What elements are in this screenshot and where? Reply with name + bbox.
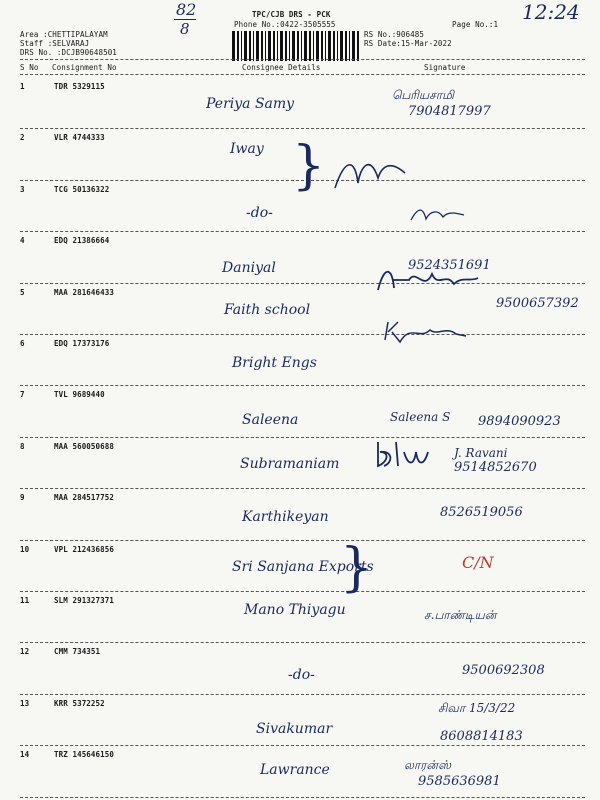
row-consignee-handwritten: Subramaniam <box>240 455 340 472</box>
row-phone-handwritten: 7904817997 <box>408 104 491 119</box>
row-sno: 1 <box>20 82 25 91</box>
row-consignee-handwritten: Iway <box>230 141 264 158</box>
staff-field: Staff :SELVARAJ <box>20 39 90 48</box>
row-phone-handwritten: 9500657392 <box>496 295 579 311</box>
row-consignee-handwritten: Daniyal <box>222 260 276 277</box>
table-row <box>0 643 600 694</box>
barcode-bar <box>304 31 307 61</box>
column-header-sno: S No <box>20 63 39 72</box>
barcode-bar <box>349 31 350 61</box>
column-header-signature: Signature <box>424 63 466 72</box>
table-row <box>0 592 600 643</box>
barcode-bar <box>280 31 283 61</box>
barcode-bar <box>340 31 343 61</box>
barcode-bar <box>289 31 290 61</box>
report-title: TPC/CJB DRS - PCK <box>252 10 331 19</box>
barcode-bar <box>285 31 287 61</box>
row-phone-handwritten: 9894090923 <box>478 414 561 430</box>
row-sno: 3 <box>20 184 25 194</box>
header-rule-top <box>20 59 585 60</box>
row-consignment-no: MAA 560050688 <box>54 441 114 451</box>
row-signature: சிவா 15/3/22 <box>438 700 516 715</box>
row-sno: 10 <box>20 544 30 554</box>
row-consignment-no: EDQ 21386664 <box>54 236 110 246</box>
row-sno: 9 <box>20 493 25 503</box>
brace-mark: } <box>340 538 374 598</box>
row-phone-handwritten: 8608814183 <box>440 728 523 744</box>
barcode-bar <box>292 31 295 61</box>
row-consignment-no: TCG 50136322 <box>54 184 110 194</box>
table-row <box>0 489 600 540</box>
row-consignment-no: EDQ 17373176 <box>54 339 110 348</box>
table-row <box>0 438 600 489</box>
row-consignee-handwritten: Faith school <box>224 301 311 318</box>
row-sno: 8 <box>20 441 25 451</box>
row-sno: 13 <box>20 698 30 708</box>
row-consignment-no: VLR 4744333 <box>54 133 105 143</box>
barcode-bar <box>321 31 323 61</box>
table-row <box>0 541 600 592</box>
phone-number: Phone No.:0422-3505555 <box>234 20 336 29</box>
barcode-bar <box>345 31 347 61</box>
barcode-bar <box>316 31 319 61</box>
row-signature: லாரன்ஸ் <box>404 758 451 773</box>
column-header-consignment: Consignment No <box>52 63 117 72</box>
signature-scribble <box>330 148 410 198</box>
table-row <box>0 232 600 283</box>
row-consignment-no: MAA 281646433 <box>54 287 114 297</box>
handwritten-fraction-numerator: 82 <box>176 0 197 19</box>
row-sno: 14 <box>20 750 30 760</box>
table-row <box>0 335 600 386</box>
row-consignee-handwritten: Periya Samy <box>206 96 295 112</box>
barcode-bar <box>337 31 338 61</box>
row-consignment-no: TRZ 145646150 <box>54 750 114 760</box>
row-sno: 4 <box>20 236 25 246</box>
column-header-consignee: Consignee Details <box>242 63 321 72</box>
barcode-bar <box>265 31 266 61</box>
barcode-bar <box>297 31 299 61</box>
table-row <box>0 746 600 797</box>
barcode-bar <box>328 31 331 61</box>
barcode-bar <box>352 31 355 61</box>
row-signature: Saleena S <box>390 410 451 425</box>
row-consignment-no: TVL 9689440 <box>54 390 105 400</box>
row-sno: 5 <box>20 287 25 297</box>
barcode-bar <box>313 31 314 61</box>
signature-scribble <box>408 205 468 225</box>
row-consignee-handwritten: Lawrance <box>260 762 330 779</box>
row-consignee-handwritten: Mano Thiyagu <box>244 602 346 618</box>
row-phone-handwritten: 9514852670 <box>454 459 537 475</box>
signature-scribble <box>374 262 484 298</box>
barcode-bar <box>277 31 278 61</box>
barcode-bar <box>301 31 302 61</box>
handwritten-fraction-denominator: 8 <box>180 20 190 38</box>
row-signature: ச.பாண்டியன் <box>424 608 497 622</box>
header-rule-bottom <box>20 74 585 75</box>
row-consignee-handwritten: Bright Engs <box>232 355 317 371</box>
barcode-bar <box>333 31 335 61</box>
row-consignment-no: VPL 212436856 <box>54 544 114 554</box>
brace-mark: } <box>292 136 326 196</box>
table-row <box>0 284 600 335</box>
row-consignment-no: SLM 291327371 <box>54 596 114 605</box>
signature-scribble <box>372 438 432 472</box>
row-sno: 11 <box>20 596 30 605</box>
barcode-bar <box>268 31 271 61</box>
row-signature: J. Ravani <box>454 445 508 460</box>
barcode-bar <box>249 31 251 61</box>
drs-number: DRS No. :DCJB90648501 <box>20 48 117 57</box>
row-consignment-no: TDR 5329115 <box>54 82 105 91</box>
signature-scribble <box>380 318 470 346</box>
rs-date: RS Date:15-Mar-2022 <box>364 39 452 48</box>
row-phone-handwritten: 9500692308 <box>462 663 545 679</box>
row-sno: 12 <box>20 647 30 657</box>
row-signature: பெரியசாமி <box>392 88 454 102</box>
barcode-image <box>232 31 360 61</box>
row-sno: 2 <box>20 133 25 143</box>
row-consignment-no: CMM 734351 <box>54 647 101 657</box>
row-consignee-handwritten: -do- <box>288 667 315 684</box>
row-phone-handwritten: 9585636981 <box>418 774 501 790</box>
barcode-bar <box>309 31 311 61</box>
rs-number: RS No.:906485 <box>364 30 424 39</box>
row-divider <box>20 797 585 798</box>
row-consignee-handwritten: Saleena <box>242 412 299 429</box>
row-consignee-handwritten: -do- <box>246 204 273 221</box>
row-consignee-handwritten: Sivakumar <box>256 720 333 737</box>
barcode-bar <box>241 31 242 61</box>
row-consignment-no: KRR 5372252 <box>54 698 105 708</box>
row-phone-handwritten: 8526519056 <box>440 505 523 521</box>
handwritten-time: 12:24 <box>522 0 580 24</box>
table-row <box>0 78 600 129</box>
row-consignee-handwritten: Sri Sanjana Exports <box>232 558 374 575</box>
barcode-bar <box>273 31 275 61</box>
page-number: Page No.:1 <box>452 20 499 29</box>
row-consignment-no: MAA 284517752 <box>54 493 114 503</box>
barcode-bar <box>244 31 247 61</box>
row-consignee-handwritten: Karthikeyan <box>242 509 329 526</box>
row-sno: 7 <box>20 390 25 400</box>
barcode-bar <box>325 31 326 61</box>
barcode-bar <box>237 31 239 61</box>
row-sno: 6 <box>20 339 25 348</box>
table-row <box>0 386 600 437</box>
area-field: Area :CHETTIPALAYAM <box>20 30 108 39</box>
barcode-bar <box>261 31 263 61</box>
table-row <box>0 695 600 746</box>
row-signature: C/N <box>462 552 494 572</box>
row-phone-handwritten: 9524351691 <box>408 258 491 274</box>
barcode-bar <box>256 31 259 61</box>
barcode-bar <box>357 31 359 61</box>
barcode-bar <box>253 31 254 61</box>
barcode-bar <box>232 31 235 61</box>
